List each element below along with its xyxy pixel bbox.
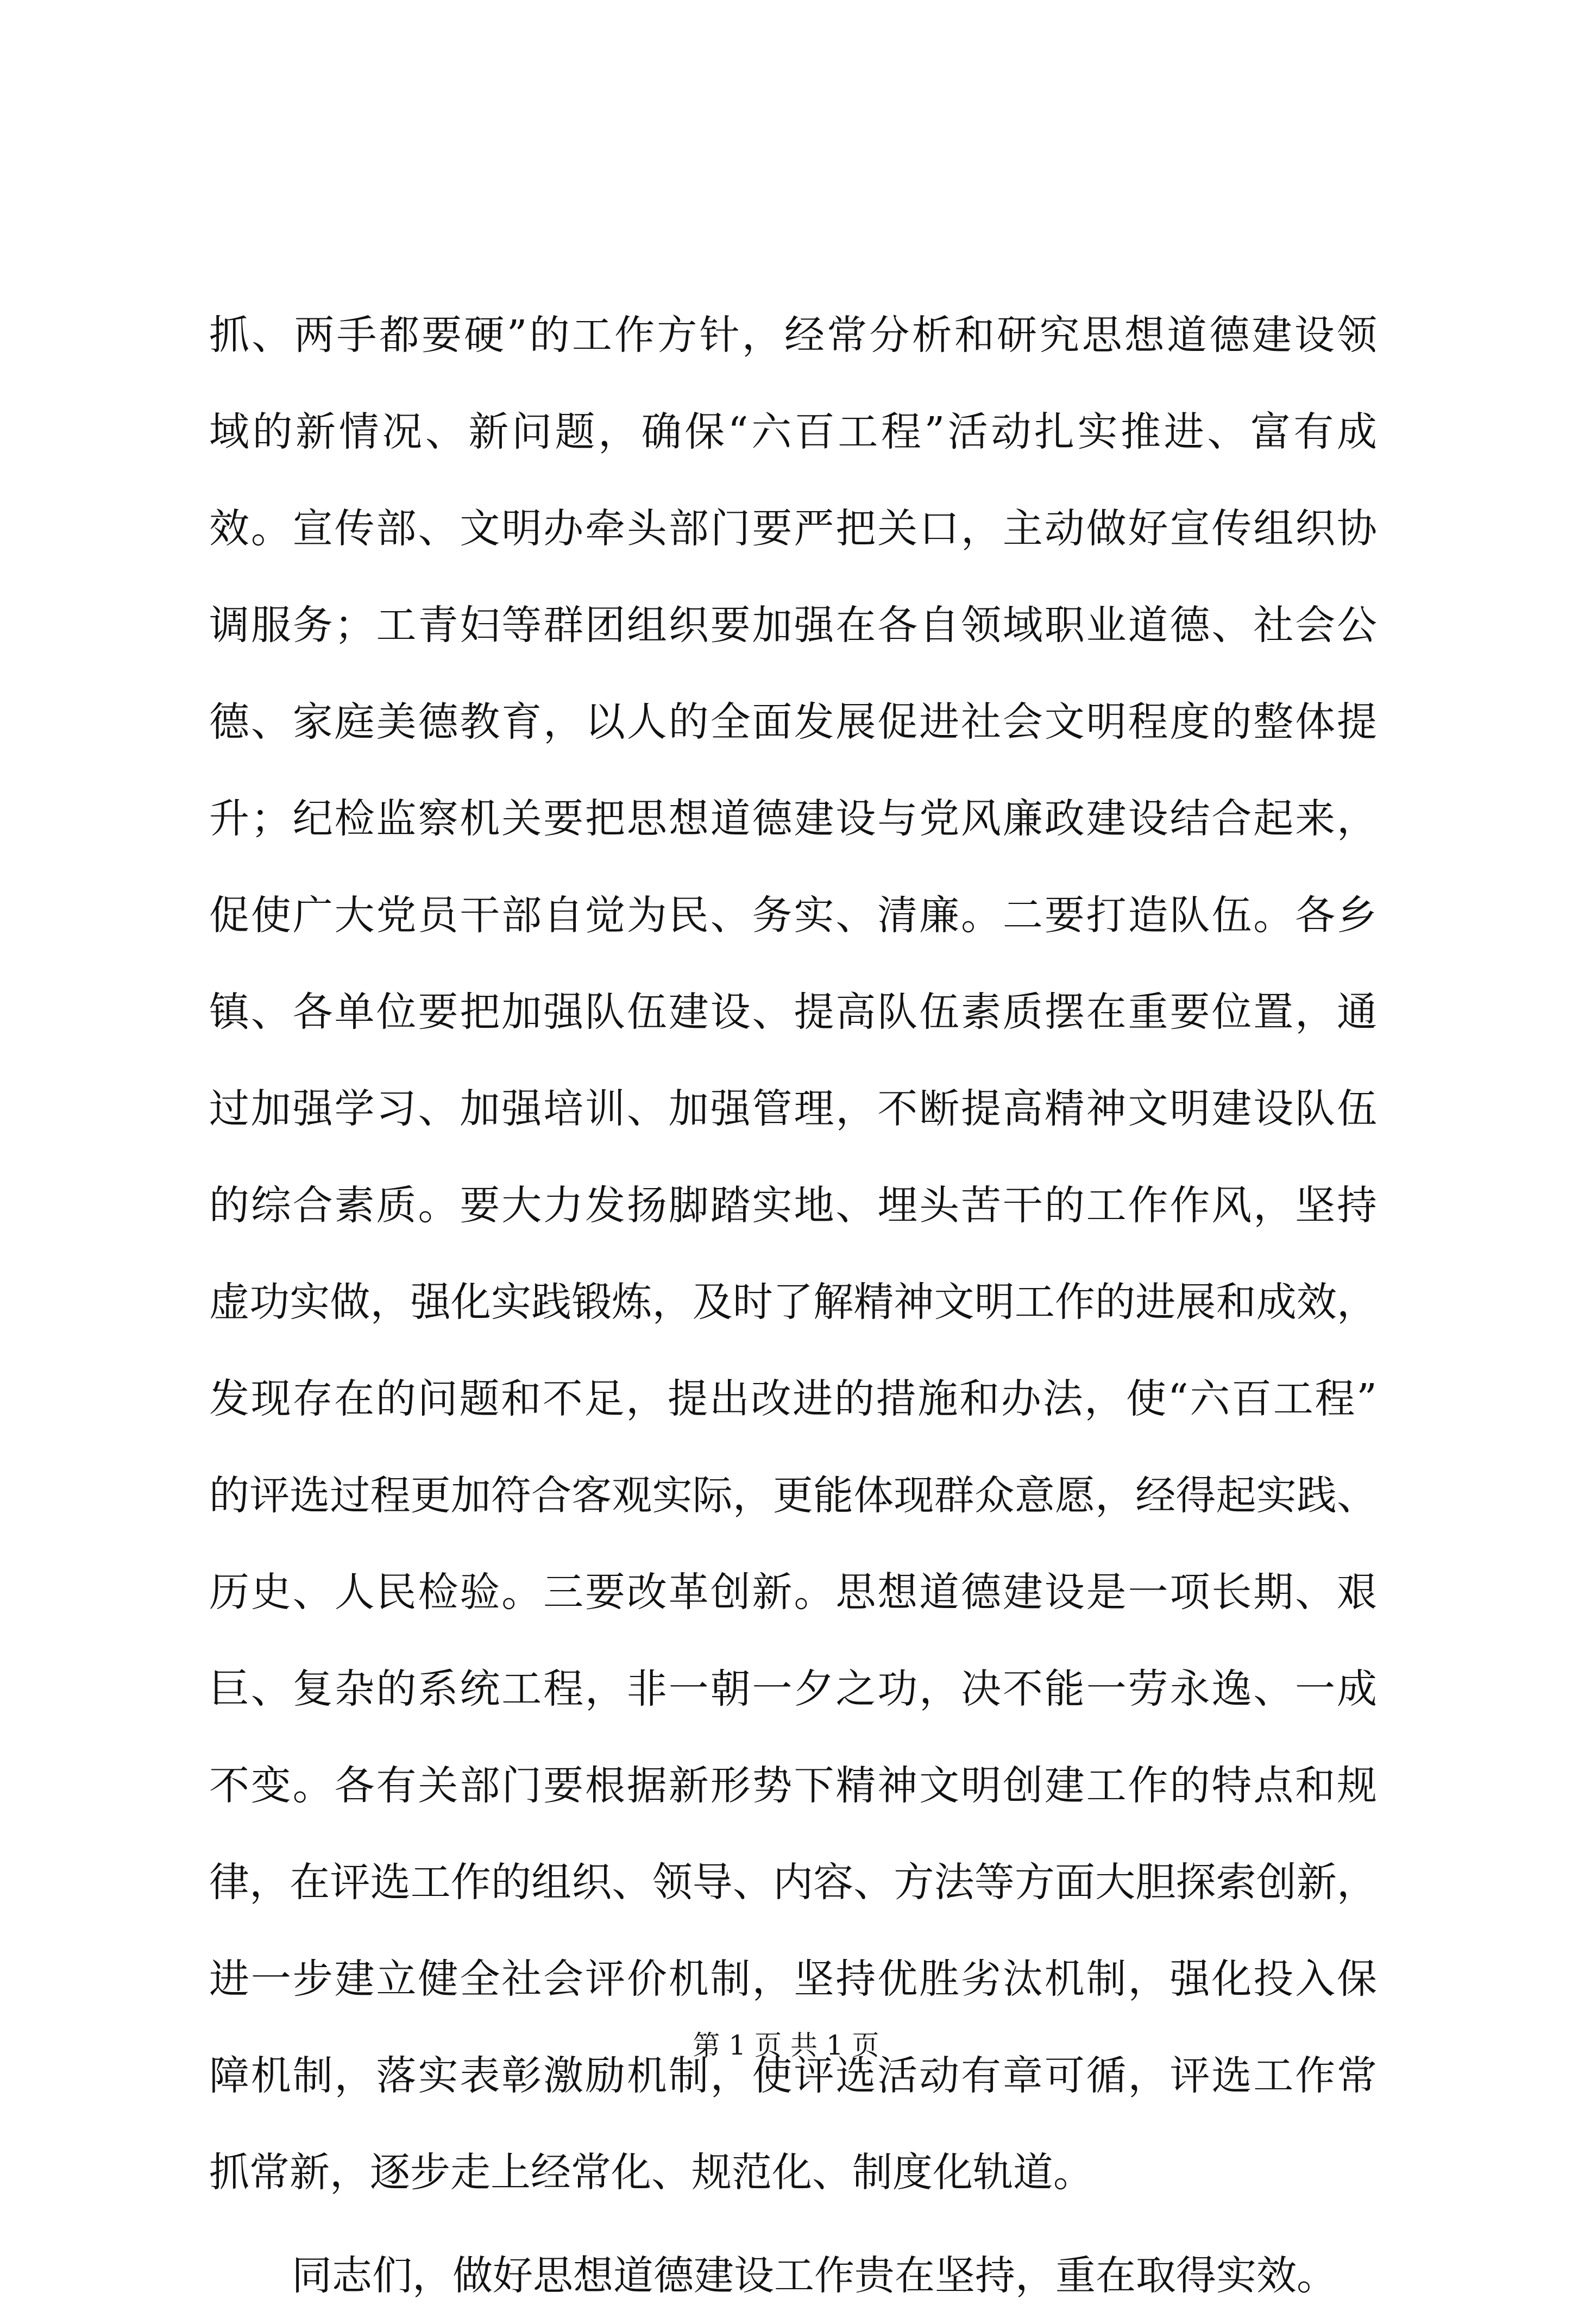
paragraph-line: 德、家庭美德教育，以人的全面发展促进社会文明程度的整体提: [209, 699, 1377, 745]
paragraph-line: 同志们，做好思想道德建设工作贵在坚持，重在取得实效。: [292, 2252, 1337, 2299]
document-body: [209, 287, 1377, 2324]
paragraph-line: 升；纪检监察机关要把思想道德建设与党风廉政建设结合起来，: [209, 795, 1377, 842]
paragraph-line: 的综合素质。要大力发扬脚踏实地、埋头苦干的工作作风，坚持: [209, 1182, 1377, 1229]
paragraph-line: 促使广大党员干部自觉为民、务实、清廉。二要打造队伍。各乡: [209, 892, 1377, 939]
paragraph-line: 域的新情况、新问题，确保“六百工程”活动扎实推进、富有成: [209, 409, 1377, 455]
paragraph-line: 调服务；工青妇等群团组织要加强在各自领域职业道德、社会公: [209, 602, 1377, 649]
paragraph-line: 不变。各有关部门要根据新形势下精神文明创建工作的特点和规: [209, 1762, 1377, 1809]
page-footer: 第 1 页 共 1 页: [693, 2030, 879, 2061]
paragraph-line: 镇、各单位要把加强队伍建设、提高队伍素质摆在重要位置，通: [209, 989, 1377, 1035]
paragraph-line: 进一步建立健全社会评价机制，坚持优胜劣汰机制，强化投入保: [209, 1956, 1377, 2002]
paragraph-line: 障机制，落实表彰激励机制，使评选活动有章可循，评选工作常: [209, 2052, 1377, 2099]
paragraph-line: 律，在评选工作的组织、领导、内容、方法等方面大胆探索创新，: [209, 1859, 1377, 1906]
paragraph-line: 的评选过程更加符合客观实际，更能体现群众意愿，经得起实践、: [209, 1472, 1377, 1519]
paragraph-line: 抓常新，逐步走上经常化、规范化、制度化轨道。: [209, 2149, 1093, 2196]
paragraph-line: 历史、人民检验。三要改革创新。思想道德建设是一项长期、艰: [209, 1569, 1377, 1616]
paragraph-line: 过加强学习、加强培训、加强管理，不断提高精神文明建设队伍: [209, 1085, 1377, 1132]
paragraph-line: 巨、复杂的系统工程，非一朝一夕之功，决不能一劳永逸、一成: [209, 1666, 1377, 1712]
paragraph-line: 抓、两手都要硬”的工作方针，经常分析和研究思想道德建设领: [209, 312, 1377, 359]
paragraph-line: 发现存在的问题和不足，提出改进的措施和办法，使“六百工程”: [209, 1375, 1377, 1422]
paragraph-line: 虚功实做，强化实践锻炼，及时了解精神文明工作的进展和成效，: [209, 1279, 1377, 1326]
paragraph-gap: [209, 2221, 1377, 2227]
paragraph-line: 效。宣传部、文明办牵头部门要严把关口，主动做好宣传组织协: [209, 505, 1377, 552]
